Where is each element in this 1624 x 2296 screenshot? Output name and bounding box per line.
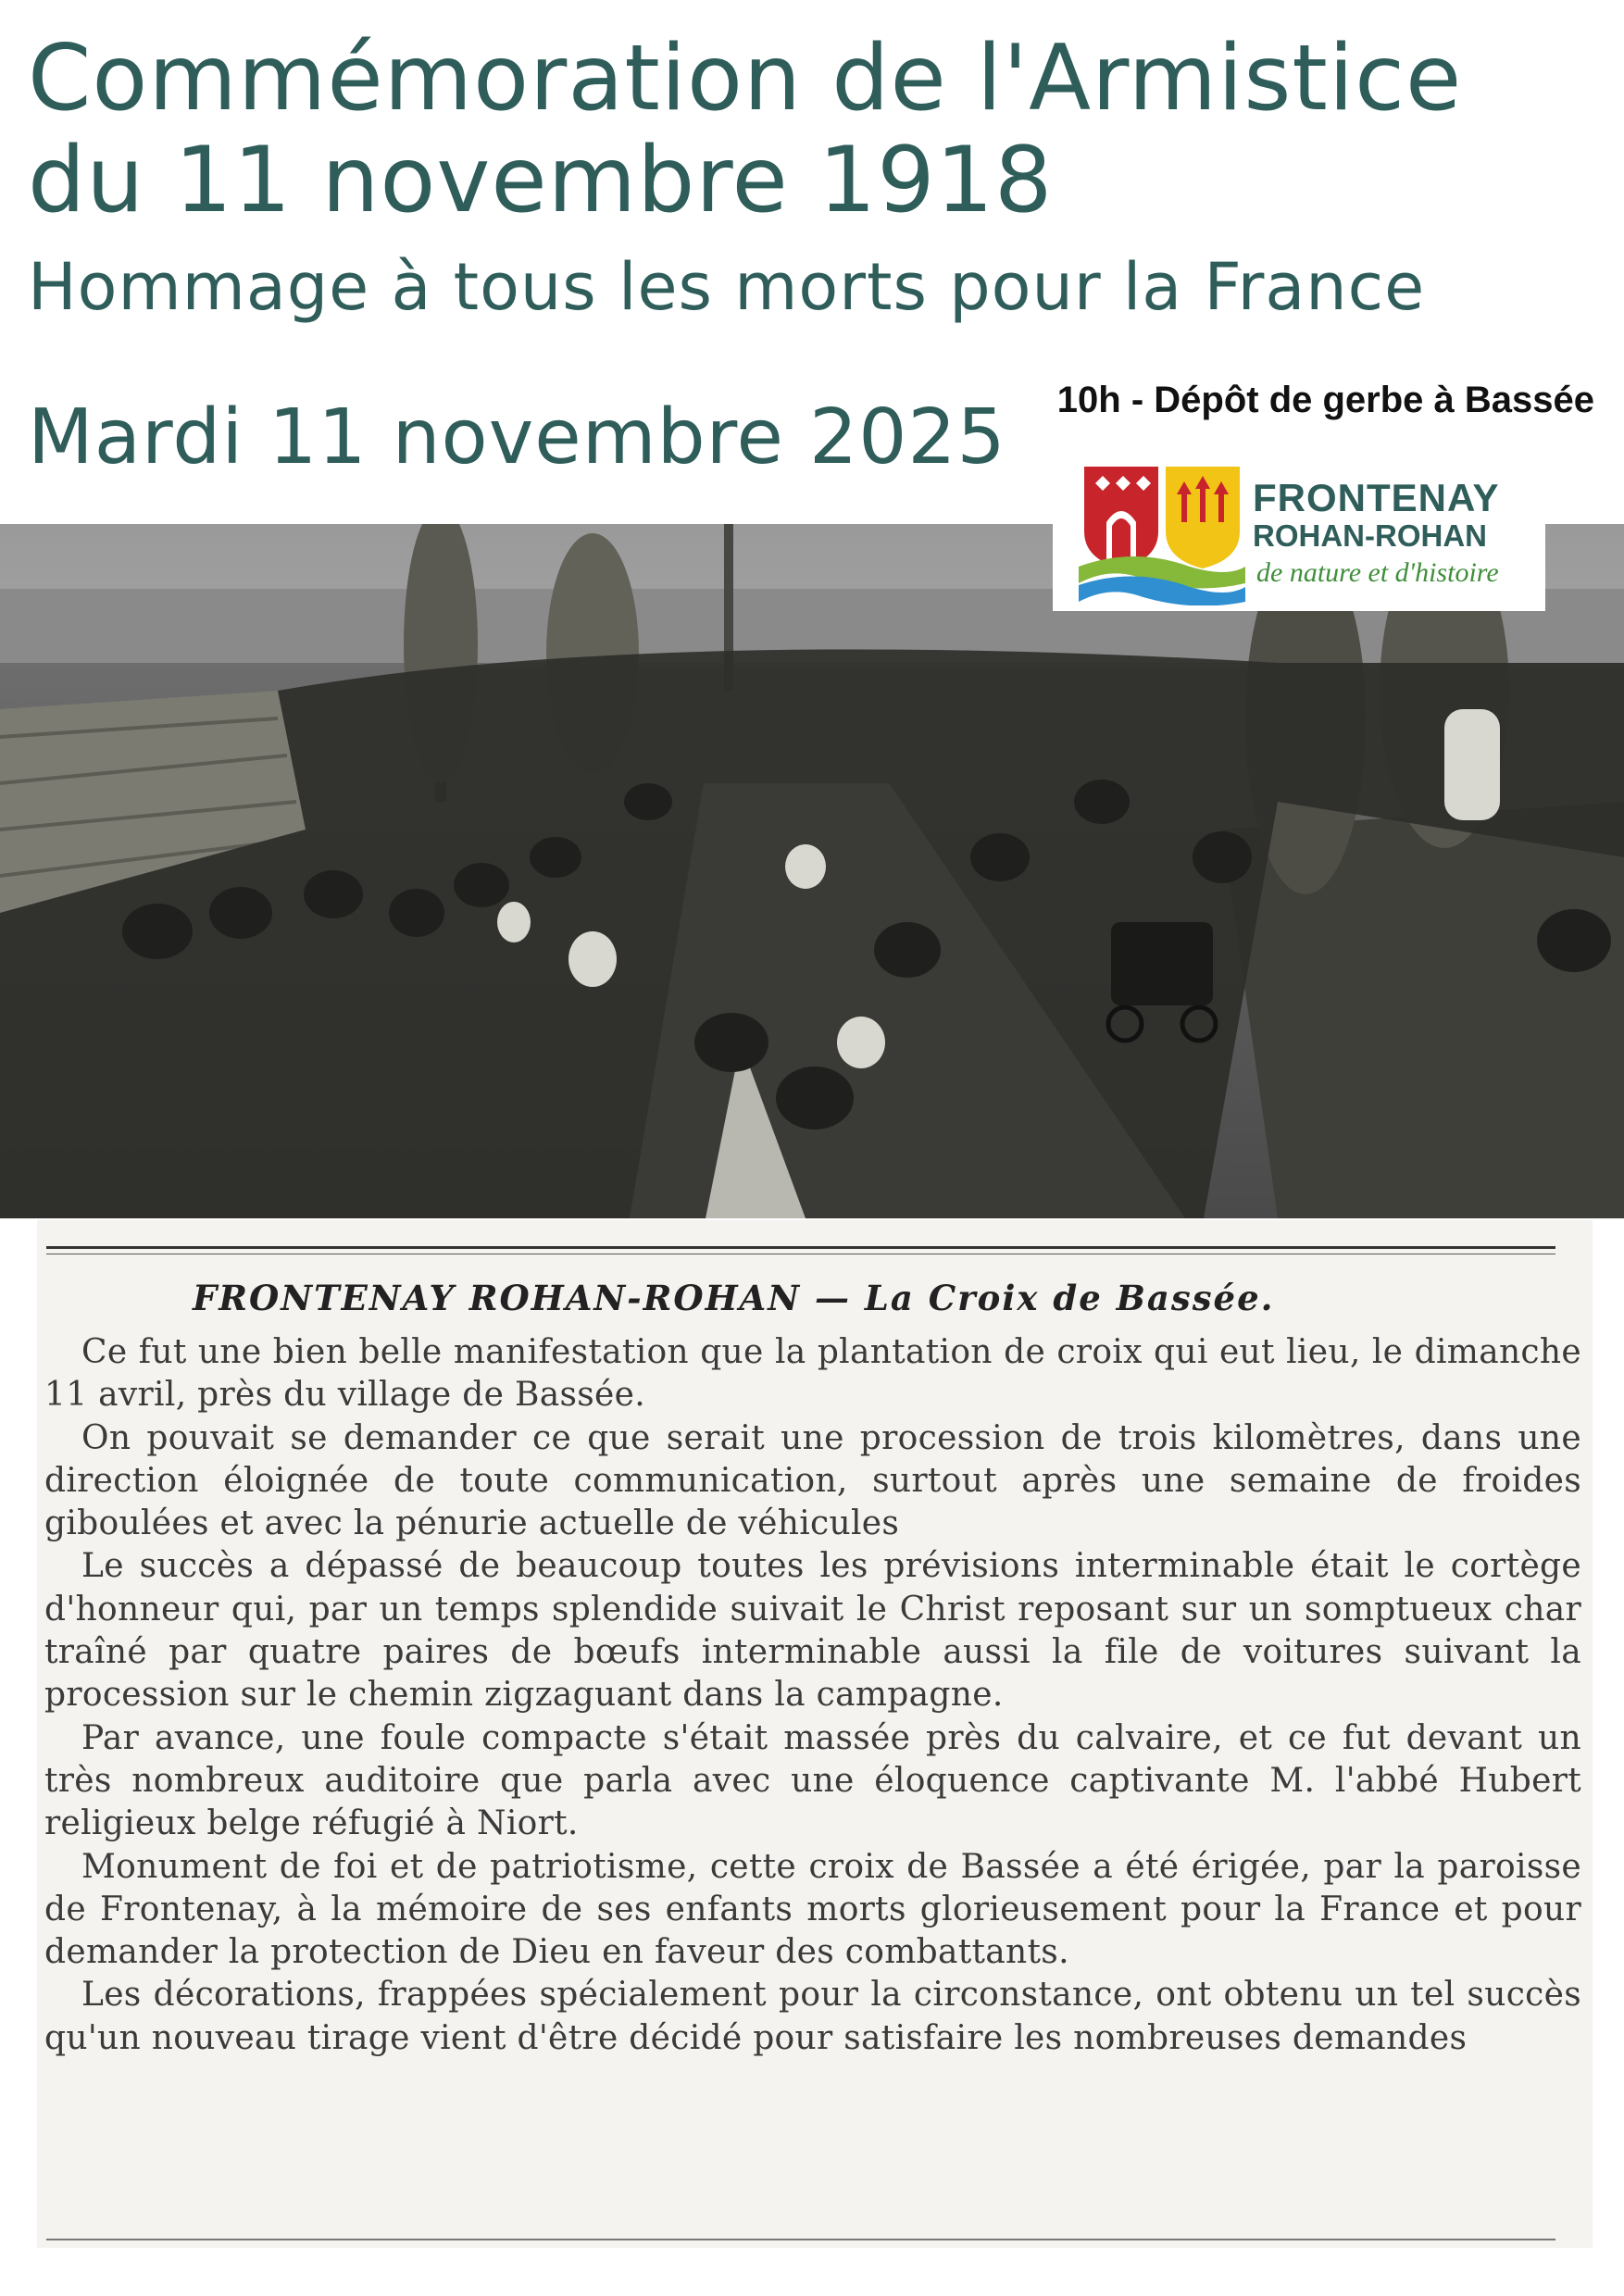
article-paragraph: On pouvait se demander ce que serait une procession de trois kilomètres, dans une direction éloignée de toute communication, surtout après une semaine de froides giboulées et avec la pénurie actuelle de véhicules (44, 1418, 1581, 1543)
article-paragraph: Les décorations, frappées spécialement pour la circonstance, ont obtenu un tel succès qu'un nouveau tirage vient d'être décidé pour satisfaire les nombreuses demandes (44, 1976, 1581, 2057)
clipping-headline: FRONTENAY ROHAN-ROHAN — La Croix de Bassée. (193, 1278, 1275, 1318)
article-paragraph: Monument de foi et de patriotisme, cette croix de Bassée a été érigée, par la paroisse de Frontenay, à la mémoire de ses enfants morts glorieusement pour la France et pour demander la protection de Dieu en faveur des combattants. (44, 1847, 1581, 1972)
frontenay-logo (1053, 448, 1545, 611)
article-paragraph: Par avance, une foule compacte s'était massée près du calvaire, et ce fut devant un très nombreux auditoire que parla avec une éloquence captivante M. l'abbé Hubert religieux belge réfugié à Niort. (44, 1718, 1581, 1843)
procession-photo-illustration (0, 524, 1624, 1218)
poster-title-line1: Commémoration de l'Armistice (28, 26, 1463, 131)
clipping-bottom-rule (46, 2239, 1555, 2240)
poster-subtitle: Hommage à tous les morts pour la France (28, 249, 1426, 325)
poster-title-line2: du 11 novembre 1918 (28, 128, 1054, 233)
article-paragraph: Ce fut une bien belle manifestation que la plantation de croix qui eut lieu, le dimanche 11 avril, près du village de Bassée. (44, 1333, 1581, 1415)
frontenay-emblem-icon (1079, 457, 1245, 605)
poster-date: Mardi 11 novembre 2025 (28, 393, 1006, 481)
procession-photograph (0, 524, 1624, 1218)
clipping-article (44, 1331, 1581, 2060)
newspaper-clipping (37, 1220, 1593, 2248)
clipping-top-rule (46, 1246, 1555, 1249)
logo-tagline: de nature et d'histoire (1256, 557, 1499, 588)
logo-name-line2: ROHAN-ROHAN (1253, 518, 1487, 553)
event-time-label: 10h - Dépôt de gerbe à Bassée (1056, 380, 1594, 420)
logo-name-line1: FRONTENAY (1253, 476, 1500, 519)
article-paragraph: Le succès a dépassé de beaucoup toutes les prévisions interminable était le cortège d'honneur qui, par un temps splendide suivait le Christ reposant sur un somptueux char traîné par quatre paires de bœufs interminable aussi la file de voitures suivant la procession sur le chemin zigzaguant dans la campagne. (44, 1547, 1581, 1715)
